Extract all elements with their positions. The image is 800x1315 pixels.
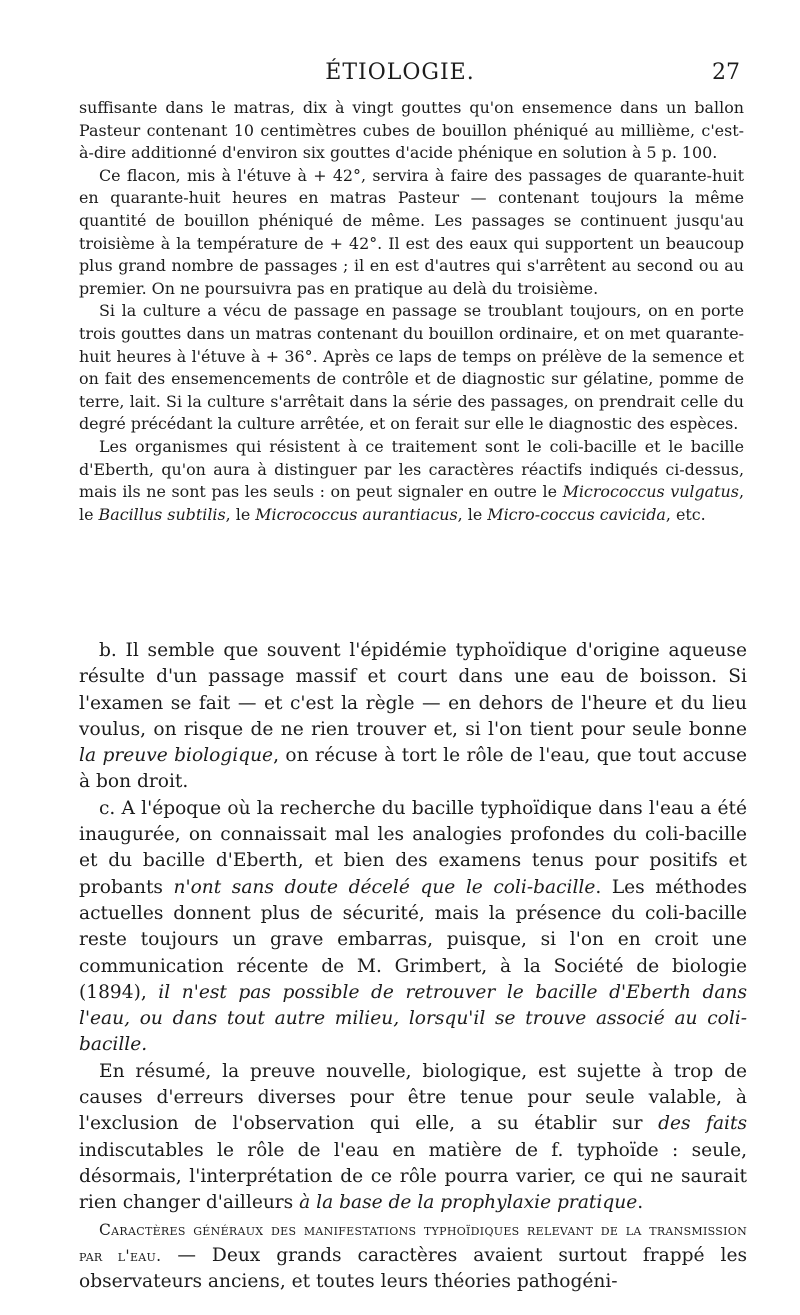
text-run: , le xyxy=(79,482,744,524)
paragraph-passages: Ce flacon, mis à l'étuve à + 42°, servira à faire des passages de quarante-huit en quarante-huit heures en matras Pasteur — contenant toujours la même quantité de bouillon phéniqué de même. Les passages se continuent jusqu'au troisième à la température de + 42°. Il est des eaux qui supportent un beaucoup plus grand nombre de passages ; il en est d'autres qui s'arrêtent au second ou au premier. On ne poursuivra pas en pratique au delà du troisième. xyxy=(79,165,744,298)
text-run: — Deux grands caractères avaient surtout frappé les observateurs anciens, et toutes leurs théories pathogéni- xyxy=(79,1244,747,1293)
text-run: c. A l'époque où la recherche du bacille typhoïdique dans l'eau a été inaugurée, on connaissait mal les analogies profondes du coli-bacille et du bacille d'Eberth, et bien des examens tenus pour positifs et probants xyxy=(79,797,747,898)
paragraph-section xyxy=(79,1217,747,1296)
species-name: Micrococcus vulgatus xyxy=(562,482,739,502)
species-name: Micrococcus aurantiacus xyxy=(255,504,458,524)
text-run: b. Il semble que souvent l'épidémie typhoïdique d'origine aqueuse résulte d'un passage massif et court dans une eau de boisson. Si l'examen se fait — et c'est la règle — en dehors de l'heure et du lieu voulus, on risque de ne rien trouver et, si l'on tient pour seule bonne xyxy=(79,640,747,740)
paragraph-resume xyxy=(79,1059,747,1217)
paragraph-c xyxy=(79,796,747,1059)
emphasis: la preuve biologique xyxy=(79,745,274,767)
page-number: 27 xyxy=(712,60,740,85)
text-run: , etc. xyxy=(665,504,706,524)
paragraph-culture: Si la culture a vécu de passage en passage se troublant toujours, on en porte trois gouttes dans un matras contenant du bouillon ordinaire, et on met quarante-huit heures à l'étuve à + 36°. Après ce laps de temps on prélève de la semence et on fait des ensemencements de contrôle et de diagnostic sur gélatine, pomme de terre, lait. Si la culture s'arrêtait dans la série des passages, on prendrait celle du degré précédant la culture arrêtée, et on ferait sur elle le diagnostic des espèces. xyxy=(79,301,744,434)
text-run: , le xyxy=(225,504,256,524)
running-header xyxy=(60,60,740,90)
chapter-title: ÉTIOLOGIE. xyxy=(325,60,475,85)
paragraph-b xyxy=(79,638,747,796)
species-name: Micro-coccus cavicida xyxy=(487,504,666,524)
protocol-text-block xyxy=(79,97,744,526)
emphasis: il n'est pas possible de retrouver le bacille d'Eberth dans l'eau, ou dans tout autre milieu, lorsqu'il se trouve associé au coli-bacille. xyxy=(79,981,747,1056)
paragraph-continued: suffisante dans le matras, dix à vingt gouttes qu'on ensemence dans un ballon Pasteur contenant 10 centimètres cubes de bouillon phéniqué au millième, c'est-à-dire additionné d'environ six gouttes d'acide phénique en solution à 5 p. 100. xyxy=(79,98,744,163)
section-heading: Caractères généraux des manifestations typhoïdiques relevant de la transmission par l'eau. xyxy=(79,1220,747,1265)
paragraph-organisms xyxy=(79,436,744,526)
text-run: indiscutables le rôle de l'eau en matière de f. typhoïde : seule, désormais, l'interprétation de ce rôle pourra varier, ce qui ne saurait rien changer d'ailleurs xyxy=(79,1139,747,1214)
text-run: . xyxy=(637,1192,644,1214)
species-name: Bacillus subtilis xyxy=(98,504,226,524)
text-run: . Les méthodes actuelles donnent plus de sécurité, mais la présence du coli-bacille reste toujours un grave embarras, puisque, si l'on en croit une communication récente de M. Grimbert, à la Société de biologie (1894), xyxy=(79,876,747,1003)
emphasis: n'ont sans doute décelé que le coli-bacille xyxy=(173,876,596,898)
emphasis: des faits xyxy=(658,1113,747,1135)
text-run: , le xyxy=(457,504,488,524)
discussion-text-block xyxy=(79,638,747,1295)
emphasis: à la base de la prophylaxie pratique xyxy=(299,1192,638,1214)
text-run: , on récuse à tort le rôle de l'eau, que tout accuse à bon droit. xyxy=(79,745,747,793)
text-run: Les organismes qui résistent à ce traitement sont le coli-bacille et le bacille d'Eberth, qu'on aura à distinguer par les caractères réactifs indiqués ci-dessus, mais ils ne sont pas les seuls : on peut signaler en outre le xyxy=(79,436,744,502)
text-run: En résumé, la preuve nouvelle, biologique, est sujette à trop de causes d'erreurs diverses pour être tenue pour seule valable, à l'exclusion de l'observation qui elle, a su établir sur xyxy=(79,1060,747,1135)
